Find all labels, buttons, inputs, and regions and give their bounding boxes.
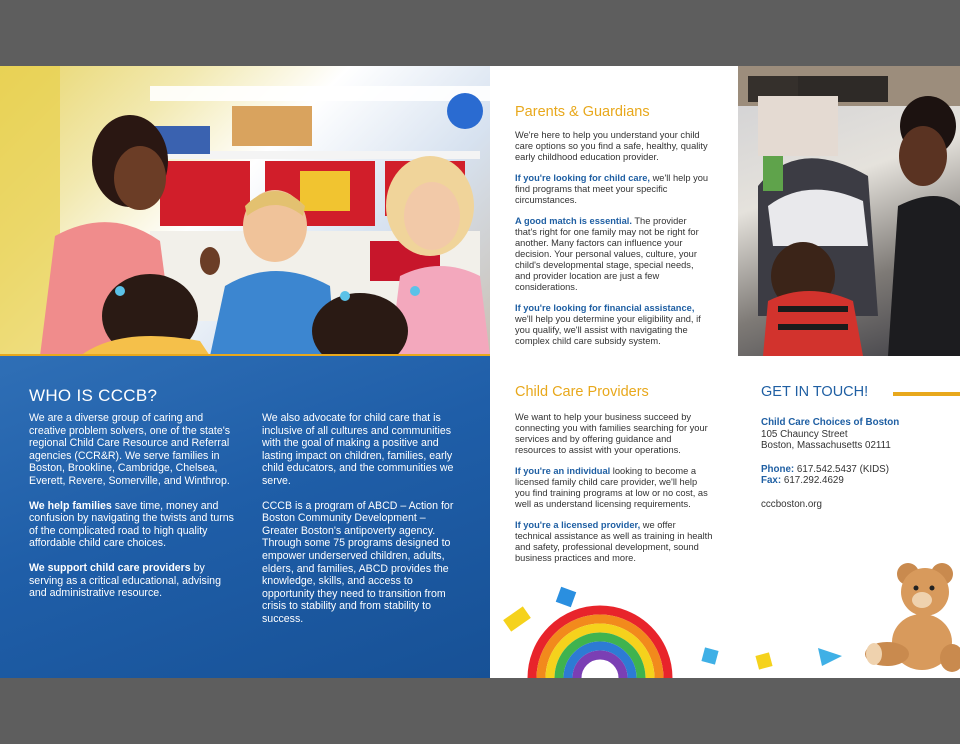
who-left-column [29, 412, 235, 612]
who-right-column [262, 412, 462, 638]
providers-licensed: If you're a licensed provider, we offer technical assistance as well as training in health and safety, professional development, sound business practices and more. [515, 520, 713, 563]
who-help: We help families save time, money and confusion by navigating the twists and turns of the complicated road to high quality affordable child care choices. [29, 499, 234, 550]
providers-individual: If you're an individual looking to become a licensed family child care provider, we'll help you find training programs at low or no cost, as well as understand licensing requirements. [515, 466, 708, 509]
contact-org: Child Care Choices of Boston [761, 417, 900, 428]
block-lightblue-icon [701, 647, 718, 664]
toys-illustration [500, 586, 860, 678]
who-intro: We are a diverse group of caring and creative problem solvers, one of the state's regional Child Care Resource and Referral agencies (CCR&R). We serve families in Boston, Brookline, Cambridge, Chelsea, Everett, Revere, Somerville, and Winthrop. [29, 412, 231, 487]
triangle-icon [818, 648, 842, 666]
parents-financial: If you're looking for financial assistance, we'll help you determine your eligibility and, if you qualify, we'll assist with navigating the complex child care subsidy system. [515, 303, 701, 346]
parents-intro: We're here to help you understand your child care options so you find a safe, healthy, quality early childhood education provider. [515, 130, 708, 162]
rainbow-icon [532, 610, 668, 678]
contact-title: GET IN TOUCH! [761, 384, 869, 400]
providers-title: Child Care Providers [515, 384, 649, 400]
block-blue-icon [556, 587, 577, 608]
brochure-spread [0, 66, 960, 678]
parents-text [515, 130, 710, 357]
providers-text [515, 412, 713, 574]
contact-website[interactable]: cccboston.org [761, 498, 822, 510]
contact-city: Boston, Massachusetts 02111 [761, 440, 891, 452]
parents-match: A good match is essential. The provider that's right for one family may not be right for another. Many factors can influence your decision. Your personal values, culture, your child's developmental stage, special needs, and provider location are just a few considerations. [515, 216, 699, 292]
who-support: We support child care providers by serving as a critical educational, advising and administrative resource. [29, 561, 221, 600]
teddy-bear-icon [852, 562, 960, 674]
providers-intro: We want to help your business succeed by connecting you with families searching for your services and by offering guidance and resources to assist with your operations. [515, 412, 708, 455]
contact-fax: Fax: 617.292.4629 [761, 475, 844, 487]
contact-block [761, 417, 899, 511]
contact-street: 105 Chauncy Street [761, 428, 848, 440]
block-small-yellow-icon [755, 652, 772, 669]
who-panel [0, 356, 490, 678]
who-program: CCCB is a program of ABCD – Action for Boston Community Development – Greater Boston's antipoverty agency. Through some 75 programs designed to empower underserved children, adults, elders, and families, ABCD provides the knowledge, skills, and access to opportunity they need to transition from crisis to stability and from stability to success. [262, 499, 454, 625]
contact-accent-bar [893, 392, 960, 396]
family-photo [738, 66, 960, 356]
block-yellow-icon [503, 606, 531, 631]
who-title: WHO IS CCCB? [29, 386, 158, 405]
who-advocate: We also advocate for child care that is inclusive of all cultures and communities with the goal of making a positive and lasting impact on children, families, early child educators, and the communities we serve. [262, 412, 454, 487]
parents-title: Parents & Guardians [515, 104, 650, 120]
classroom-photo [0, 66, 490, 356]
contact-phone: Phone: 617.542.5437 (KIDS) [761, 463, 889, 475]
parents-looking: If you're looking for child care, we'll help you find programs that meet your specific circumstances. [515, 173, 709, 205]
